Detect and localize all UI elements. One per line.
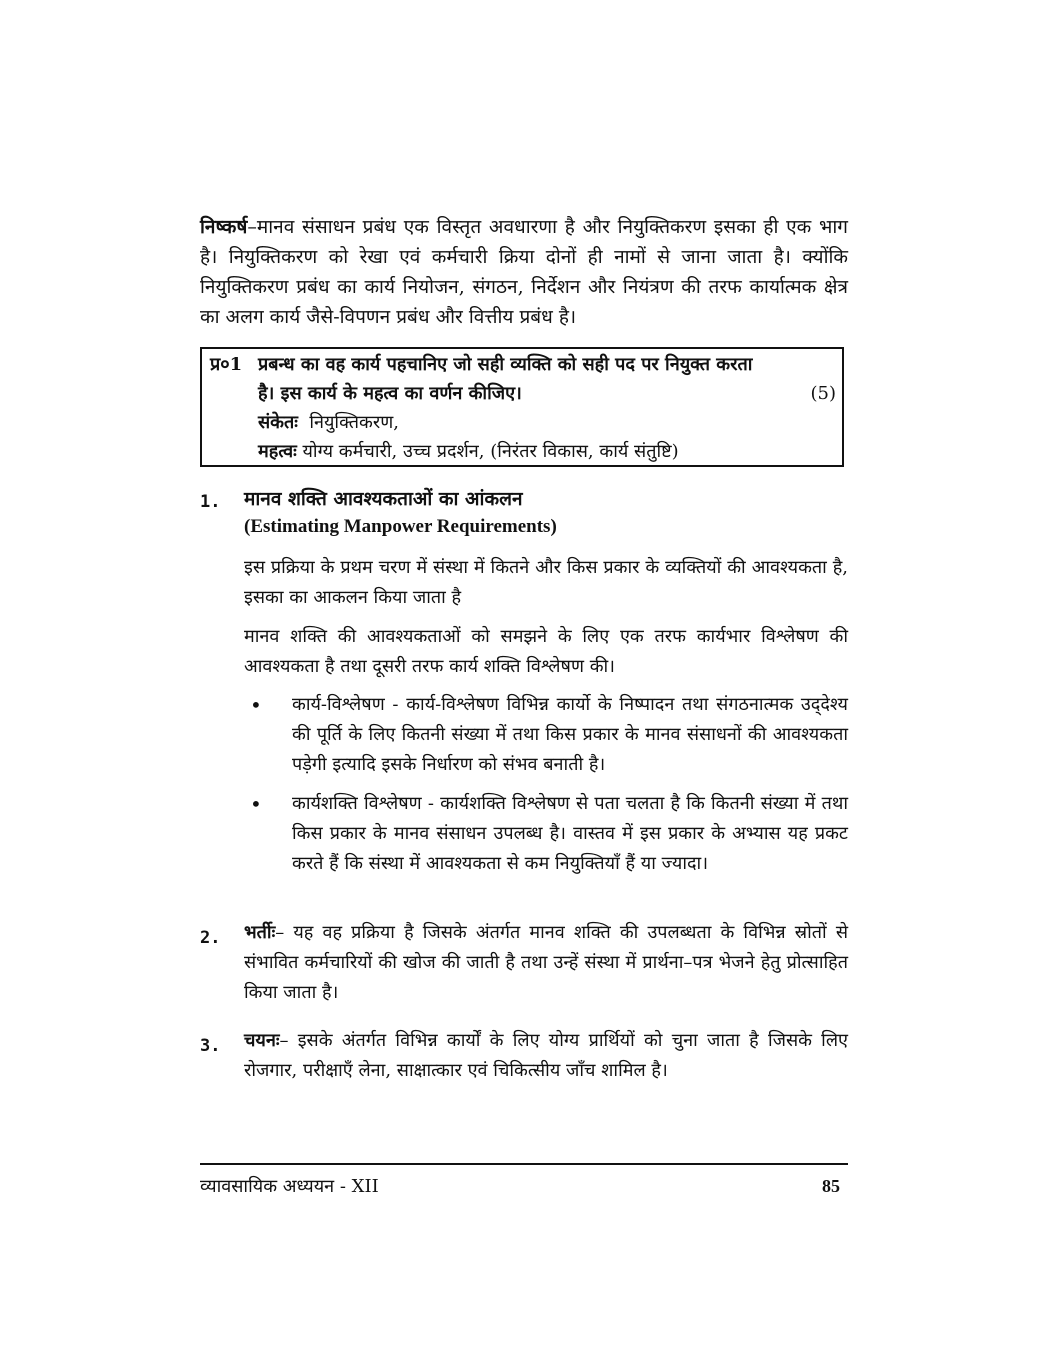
section-3-number: 3.	[200, 1036, 221, 1056]
conclusion-paragraph	[200, 212, 848, 332]
question-marks: (5)	[810, 383, 836, 404]
conclusion-text: –मानव संसाधन प्रबंध एक विस्तृत अवधारणा है और नियुक्तिकरण इसका ही एक भाग है। नियुक्तिकरण को रेखा एवं कर्मचारी क्रिया दोनों ही नामों से जाना जाता है। क्योंकि नियुक्तिकरण प्रबंध का कार्य नियोजन, संगठन, निर्देशन और नियंत्रण की तरफ कार्यात्मक क्षेत्र का अलग कार्य जैसे-विपणन प्रबंध और वित्तीय प्रबंध है।	[200, 216, 848, 328]
section-1-number: 1.	[200, 492, 221, 512]
question-line-1: प्रबन्ध का वह कार्य पहचानिए जो सही व्यक्ति को सही पद पर नियुक्त करता	[258, 354, 753, 375]
conclusion-label: निष्कर्ष	[200, 216, 248, 238]
bullet-item-workforce-analysis: कार्यशक्ति विश्लेषण - कार्यशक्ति विश्लेषण से पता चलता है कि कितनी संख्या में तथा किस प्रकार के मानव संसाधन उपलब्ध है। वास्तव में इस प्रकार के अभ्यास यह प्रकट करते हैं कि संस्था में आवश्यकता से कम नियुक्तियाँ हैं या ज्यादा।	[292, 793, 848, 874]
importance-text: योग्य कर्मचारी, उच्च प्रदर्शन, (निरंतर विकास, कार्य संतुष्टि)	[302, 441, 679, 462]
question-line-2: है। इस कार्य के महत्व का वर्णन कीजिए।	[258, 383, 522, 404]
section-2-number: 2.	[200, 928, 221, 948]
section-3-label: चयनः	[244, 1030, 280, 1051]
importance-label: महत्वः	[258, 441, 297, 462]
section-1-title: मानव शक्ति आवश्यकताओं का आंकलन	[244, 488, 523, 510]
footer-divider	[200, 1163, 848, 1165]
bullet-icon: •	[250, 792, 262, 816]
hint-label: संकेतः	[258, 412, 298, 433]
page-number: 85	[822, 1176, 840, 1196]
section-2-text: – यह वह प्रक्रिया है जिसके अंतर्गत मानव शक्ति की उपलब्धता के विभिन्न स्रोतों से संभावित कर्मचारियों की खोज की जाती है तथा उन्हें संस्था में प्रार्थना–पत्र भेजने हेतु प्रोत्साहित किया जाता है।	[244, 922, 848, 1003]
section-2-label: भर्तीः	[244, 922, 276, 943]
hint-row	[258, 409, 399, 437]
bullet-icon: •	[250, 693, 262, 717]
section-1-title-en: (Estimating Manpower Requirements)	[244, 516, 557, 537]
section-2-paragraph	[244, 918, 848, 1008]
question-number: प्र०1	[210, 354, 243, 375]
section-1-paragraph-1: इस प्रक्रिया के प्रथम चरण में संस्था में कितने और किस प्रकार के व्यक्तियों की आवश्यकता है, इसका का आकलन किया जाता है	[244, 557, 848, 608]
section-1-paragraph-2: मानव शक्ति की आवश्यकताओं को समझने के लिए एक तरफ कार्यभार विश्लेषण की आवश्यकता है तथा दूसरी तरफ कार्य शक्ति विश्लेषण की।	[244, 626, 848, 677]
section-3-paragraph	[244, 1026, 848, 1086]
hint-text: नियुक्तिकरण,	[309, 412, 399, 433]
footer-book-title: व्यावसायिक अध्ययन - XII	[200, 1176, 379, 1197]
importance-row	[258, 438, 679, 466]
question-box	[200, 347, 844, 467]
section-3-text: – इसके अंतर्गत विभिन्न कार्यों के लिए योग्य प्रार्थियों को चुना जाता है जिसके लिए रोजगार, परीक्षाएँ लेना, साक्षात्कार एवं चिकित्सीय जाँच शामिल है।	[244, 1030, 848, 1081]
bullet-item-work-analysis: कार्य-विश्लेषण - कार्य-विश्लेषण विभिन्न कार्यो के निष्पादन तथा संगठनात्मक उद्‌देश्य की पूर्ति के लिए कितनी संख्या में तथा किस प्रकार के मानव संसाधनों की आवश्यकता पड़ेगी इत्यादि इसके निर्धारण को संभव बनाती है।	[292, 694, 848, 775]
